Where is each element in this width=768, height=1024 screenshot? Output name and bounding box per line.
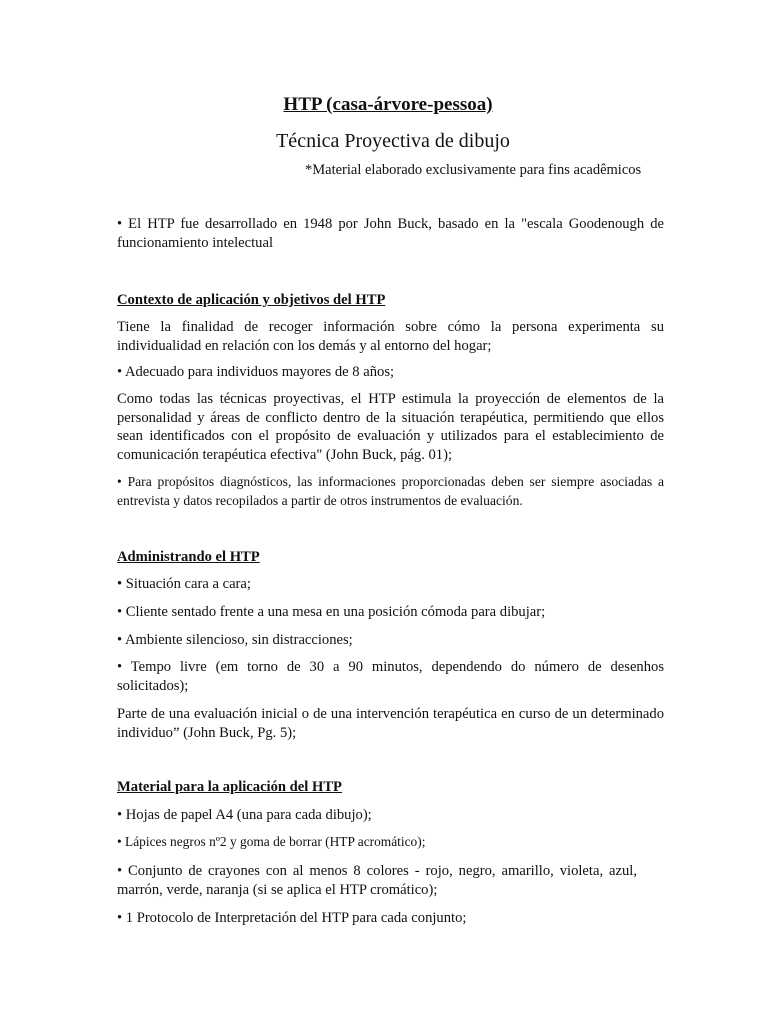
academic-note: *Material elaborado exclusivamente para fins acadêmicos bbox=[305, 162, 642, 178]
section-heading-material: Material para la aplicación del HTP bbox=[117, 779, 342, 795]
document-title: HTP (casa-árvore-pessoa) bbox=[283, 94, 493, 115]
intro-paragraph: • El HTP fue desarrollado en 1948 por John Buck, basado en la "escala Goodenough de funcionamiento intelectual bbox=[117, 216, 664, 251]
section-heading-administration: Administrando el HTP bbox=[117, 549, 260, 565]
material-bullet-pencils: • Lápices negros nº2 y goma de borrar (HTP acromático); bbox=[117, 834, 426, 849]
material-bullet-protocol: • 1 Protocolo de Interpretación del HTP para cada conjunto; bbox=[117, 910, 467, 926]
admin-paragraph-evaluation: Parte de una evaluación inicial o de una intervención terapéutica en curso de un determinado individuo” (John Buck, Pg. 5); bbox=[117, 706, 664, 741]
context-bullet-age: • Adecuado para individuos mayores de 8 años; bbox=[117, 364, 395, 380]
context-paragraph-2: Como todas las técnicas proyectivas, el HTP estimula la proyección de elementos de la personalidad y áreas de conflicto dentro de la situación terapéutica, permitiendo que ellos sean identificados con el propósito de evaluación y utilizados para el establecimiento de comunicación terapéutica efectiva" (John Buck, pág. 01); bbox=[117, 391, 664, 463]
admin-bullet-quiet: • Ambiente silencioso, sin distracciones; bbox=[117, 632, 353, 648]
material-bullet-paper: • Hojas de papel A4 (una para cada dibujo); bbox=[117, 807, 372, 823]
admin-bullet-time: • Tempo livre (em torno de 30 a 90 minutos, dependendo do número de desenhos solicitados); bbox=[117, 659, 664, 694]
context-paragraph-1: Tiene la finalidad de recoger información sobre cómo la persona experimenta su individualidad en relación con los demás y al entorno del hogar; bbox=[117, 319, 664, 354]
admin-bullet-seated: • Cliente sentado frente a una mesa en una posición cómoda para dibujar; bbox=[117, 604, 546, 620]
context-bullet-diagnostic: • Para propósitos diagnósticos, las informaciones proporcionadas deben ser siempre asociadas a entrevista y datos recopilados a partir de otros instrumentos de evaluación. bbox=[117, 474, 664, 508]
document-subtitle: Técnica Proyectiva de dibujo bbox=[276, 130, 510, 152]
material-bullet-crayons: • Conjunto de crayones con al menos 8 colores - rojo, negro, amarillo, violeta, azul, marrón, verde, naranja (si se aplica el HTP cromático); bbox=[117, 863, 637, 898]
section-heading-context: Contexto de aplicación y objetivos del HTP bbox=[117, 292, 386, 308]
admin-bullet-face: • Situación cara a cara; bbox=[117, 576, 251, 592]
